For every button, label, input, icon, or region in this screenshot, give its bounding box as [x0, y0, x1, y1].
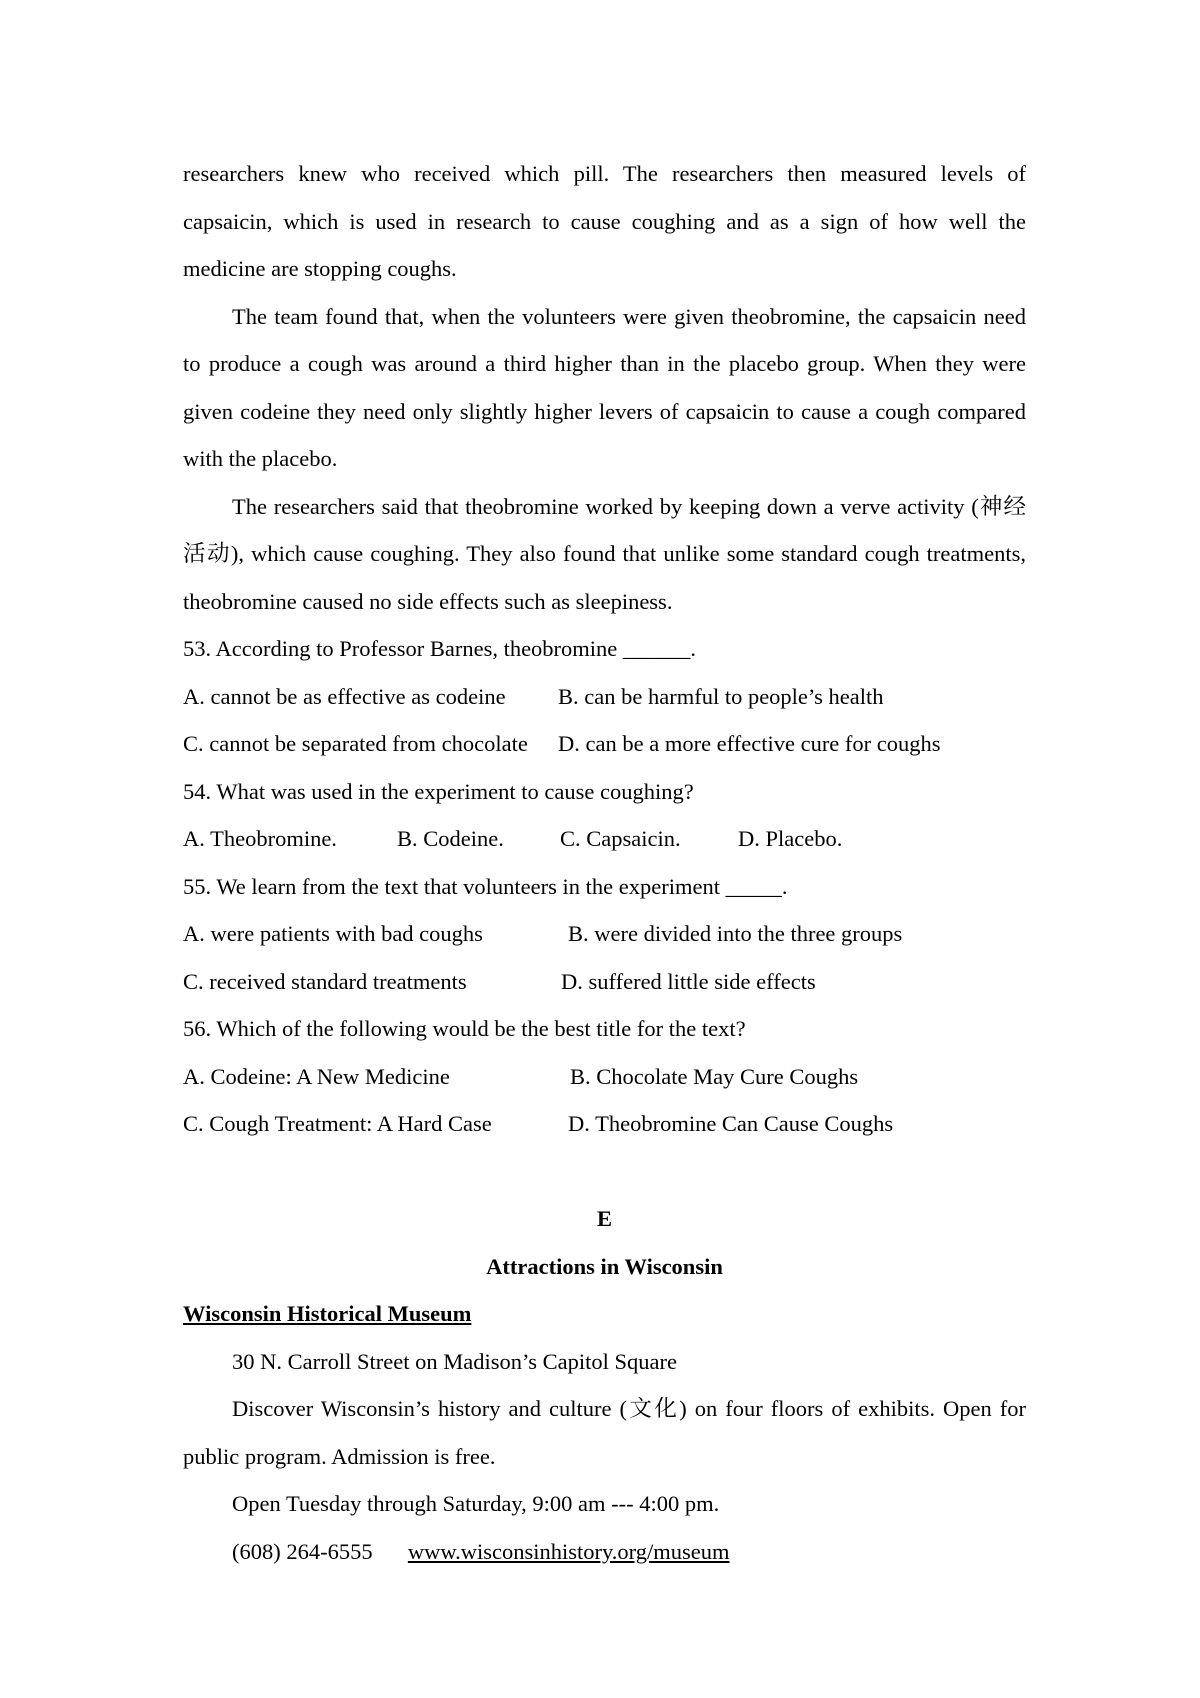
attraction-website-link[interactable]: www.wisconsinhistory.org/museum: [407, 1538, 730, 1564]
question-54-option-c: C. Capsaicin.: [560, 826, 681, 851]
attraction-description: Discover Wisconsin’s history and culture (文化) on four floors of exhibits. Open for public program. Admission is free.: [183, 1396, 1026, 1469]
question-55-option-a: A. were patients with bad coughs: [183, 921, 483, 946]
passage-paragraph-2: The team found that, when the volunteers were given theobromine, the capsaicin need to produce a cough was around a third higher than in the placebo group. When they were given codeine they need only slightly higher levers of capsaicin to cause a cough compared with the placebo.: [183, 303, 1026, 471]
section-spacer: [183, 1148, 1026, 1196]
question-53-stem: 53. According to Professor Barnes, theobromine ______.: [183, 636, 697, 661]
question-54-stem: 54. What was used in the experiment to cause coughing?: [183, 778, 694, 804]
question-56-option-b: B. Chocolate May Cure Coughs: [570, 1063, 859, 1089]
question-53-option-c: C. cannot be separated from chocolate: [183, 731, 528, 756]
question-56-stem: 56. Which of the following would be the best title for the text?: [183, 1016, 746, 1041]
question-56-option-a: A. Codeine: A New Medicine: [183, 1063, 450, 1089]
section-title: Attractions in Wisconsin: [486, 1253, 723, 1279]
attraction-address: 30 N. Carroll Street on Madison’s Capitol Square: [232, 1348, 677, 1374]
question-55-stem: 55. We learn from the text that volunteers in the experiment _____.: [183, 873, 788, 899]
attraction-name: Wisconsin Historical Museum: [183, 1301, 472, 1326]
question-53-options-row-2: [183, 720, 1026, 768]
question-53-options-row-1: [183, 673, 1026, 721]
question-54-options-row: [183, 815, 1026, 863]
question-54-option-d: D. Placebo.: [738, 826, 843, 851]
attraction-contact: [183, 1528, 1026, 1576]
question-56-option-d: D. Theobromine Can Cause Coughs: [568, 1111, 894, 1136]
question-53-option-d: D. can be a more effective cure for coughs: [558, 731, 941, 756]
attraction-phone: (608) 264-6555: [232, 1538, 373, 1564]
question-55-option-c: C. received standard treatments: [183, 968, 467, 994]
passage-paragraph-1: researchers knew who received which pill. The researchers then measured levels of capsaicin, which is used in research to cause coughing and as a sign of how well the medicine are stopping coughs.: [183, 161, 1026, 281]
question-55-options-row-2: [183, 958, 1026, 1006]
question-55-option-d: D. suffered little side effects: [561, 968, 816, 994]
question-53-option-a: A. cannot be as effective as codeine: [183, 683, 506, 709]
question-55-option-b: B. were divided into the three groups: [568, 921, 903, 946]
question-53-option-b: B. can be harmful to people’s health: [558, 683, 884, 709]
question-54-option-b: B. Codeine.: [397, 826, 504, 851]
attraction-hours: Open Tuesday through Saturday, 9:00 am --- 4:00 pm.: [232, 1491, 720, 1516]
question-55-options-row-1: [183, 910, 1026, 958]
question-56-options-row-1: [183, 1053, 1026, 1101]
passage-paragraph-3: The researchers said that theobromine worked by keeping down a verve activity (神经活动), which cause coughing. They also found that unlike some standard cough treatments, theobromine caused no side effects such as sleepiness.: [183, 493, 1026, 614]
document-page: [183, 150, 1026, 1575]
question-54-option-a: A. Theobromine.: [183, 826, 337, 851]
section-letter: E: [596, 1206, 612, 1231]
question-56-options-row-2: [183, 1100, 1026, 1148]
question-56-option-c: C. Cough Treatment: A Hard Case: [183, 1111, 492, 1136]
